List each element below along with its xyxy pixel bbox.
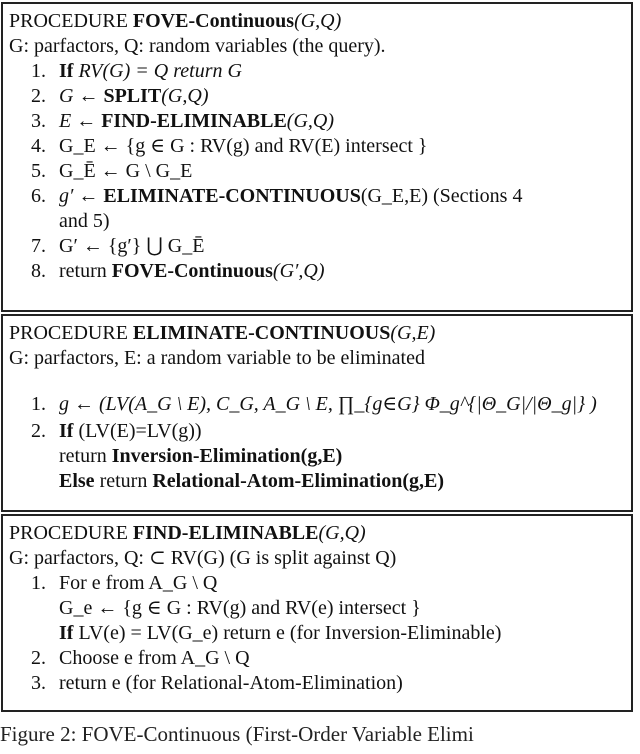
step-3: 3. E ← FIND-ELIMINABLE(G,Q): [31, 110, 335, 132]
procedure-description: G: parfactors, E: a random variable to be eliminated: [9, 347, 425, 369]
step-4: 4. G_E ← {g ∈ G : RV(g) and RV(E) intersect }: [31, 135, 428, 157]
step-8: 8. return FOVE-Continuous(G′,Q): [31, 260, 325, 282]
procedure-heading: [9, 9, 625, 34]
procedure-args: (G,Q): [294, 10, 342, 32]
step-2: 2. If (LV(E)=LV(g)): [31, 420, 202, 442]
procedure-name: ELIMINATE-CONTINUOUS: [132, 322, 391, 344]
procedure-description: G: parfactors, Q: random variables (the query).: [9, 35, 386, 57]
procedure-description: G: parfactors, Q: ⊂ RV(G) (G is split against Q): [9, 547, 397, 569]
step-3: 3. return e (for Relational-Atom-Elimination): [31, 672, 403, 694]
heading-keyword: PROCEDURE: [9, 10, 133, 32]
procedure-name: FIND-ELIMINABLE: [132, 522, 319, 544]
step-2: 2. G ← SPLIT(G,Q): [31, 85, 209, 107]
step-7: 7. G′ ← {g′} ⋃ G_Ē: [31, 235, 205, 257]
step-1: 1. g ← (LV(A_G \ E), C_G, A_G \ E, ∏_{g∈G} Φ_g^{|Θ_G|/|Θ_g|} ): [31, 393, 597, 415]
step-6: 6. g′ ← ELIMINATE-CONTINUOUS(G_E,E) (Sections 4: [31, 185, 523, 207]
return-relational: Else return Relational-Atom-Elimination(g,E): [59, 470, 444, 492]
step-1-body-b: If LV(e) = LV(G_e) return e (for Inversion-Eliminable): [59, 622, 502, 644]
procedure-name: FOVE-Continuous: [132, 10, 295, 32]
procedure-find-eliminable: [1, 514, 633, 712]
step-1: 1. For e from A_G \ Q: [31, 572, 218, 594]
step-6-continuation: and 5): [59, 210, 110, 232]
procedure-eliminate-continuous: [1, 314, 633, 512]
step-1: 1. If RV(G) = Q return G: [31, 60, 242, 82]
step-2: 2. Choose e from A_G \ Q: [31, 647, 250, 669]
step-1-body-a: G_e ← {g ∈ G : RV(g) and RV(e) intersect }: [59, 597, 421, 619]
procedure-heading: PROCEDURE ELIMINATE-CONTINUOUS(G,E): [9, 322, 436, 344]
procedure-heading: PROCEDURE FIND-ELIMINABLE(G,Q): [9, 522, 366, 544]
procedure-fove-continuous: [1, 2, 633, 312]
figure-caption: Figure 2: FOVE-Continuous (First-Order Variable Elimi: [0, 722, 474, 746]
step-5: 5. G_Ē ← G \ G_E: [31, 160, 193, 182]
return-inversion: return Inversion-Elimination(g,E): [59, 445, 343, 467]
